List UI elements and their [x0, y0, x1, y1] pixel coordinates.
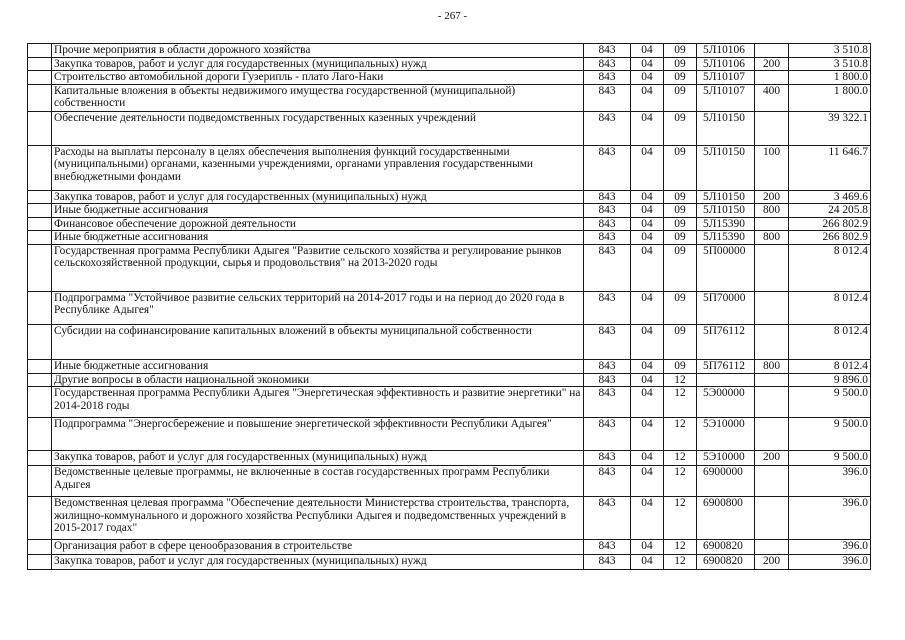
table-row [28, 204, 871, 218]
row-blank-cell [28, 84, 52, 111]
row-ministry-code: 843 [584, 466, 631, 497]
row-expense-kind: 200 [755, 451, 789, 466]
row-ministry-code: 843 [584, 497, 631, 540]
row-name: Государственная программа Республики Адыгея "Развитие сельского хозяйства и регулирование рынков сельскохозяйственной продукции, сырья и продовольствия" на 2013-2020 годы [52, 244, 584, 291]
row-sum: 8 012.4 [789, 291, 871, 324]
table-row [28, 497, 871, 540]
table-row [28, 217, 871, 231]
table-row [28, 244, 871, 291]
row-ministry-code: 843 [584, 231, 631, 245]
row-section: 04 [631, 145, 664, 190]
table-row [28, 373, 871, 387]
table-row [28, 44, 871, 58]
row-blank-cell [28, 497, 52, 540]
row-target-article: 6900800 [697, 497, 755, 540]
row-section: 04 [631, 451, 664, 466]
row-section: 04 [631, 373, 664, 387]
row-sum: 266 802.9 [789, 231, 871, 245]
row-blank-cell [28, 451, 52, 466]
row-target-article: 5Л10106 [697, 57, 755, 71]
row-sum: 396.0 [789, 555, 871, 570]
row-ministry-code: 843 [584, 244, 631, 291]
row-expense-kind [755, 291, 789, 324]
row-blank-cell [28, 359, 52, 373]
row-target-article: 5Э10000 [697, 418, 755, 451]
row-sum: 396.0 [789, 540, 871, 555]
row-target-article: 5Л10107 [697, 84, 755, 111]
row-section: 04 [631, 555, 664, 570]
row-expense-kind: 400 [755, 84, 789, 111]
table-row [28, 451, 871, 466]
row-subsection: 09 [664, 111, 697, 145]
row-subsection: 12 [664, 555, 697, 570]
row-ministry-code: 843 [584, 291, 631, 324]
row-subsection: 12 [664, 418, 697, 451]
row-name: Закупка товаров, работ и услуг для государственных (муниципальных) нужд [52, 555, 584, 570]
row-expense-kind [755, 418, 789, 451]
row-subsection: 12 [664, 466, 697, 497]
row-ministry-code: 843 [584, 44, 631, 58]
row-target-article: 6900820 [697, 555, 755, 570]
row-sum: 9 500.0 [789, 451, 871, 466]
row-name: Капитальные вложения в объекты недвижимого имущества государственной (муниципальной) собственности [52, 84, 584, 111]
row-target-article: 5П00000 [697, 244, 755, 291]
row-name: Организация работ в сфере ценообразования в строительстве [52, 540, 584, 555]
row-name: Подпрограмма "Устойчивое развитие сельских территорий на 2014-2017 годы и на период до 2020 года в Республике Адыгея" [52, 291, 584, 324]
row-target-article: 5Л10107 [697, 71, 755, 85]
row-name: Ведомственные целевые программы, не включенные в состав государственных программ Республики Адыгея [52, 466, 584, 497]
row-section: 04 [631, 291, 664, 324]
row-blank-cell [28, 57, 52, 71]
row-subsection: 09 [664, 190, 697, 204]
row-name: Ведомственная целевая программа "Обеспечение деятельности Министерства строительства, транспорта, жилищно-коммунального и дорожного хозяйства Республики Адыгея и подведомственных учреждений в 2015-2017 годах" [52, 497, 584, 540]
row-target-article: 5Л10150 [697, 190, 755, 204]
row-target-article: 5Л15390 [697, 217, 755, 231]
row-blank-cell [28, 190, 52, 204]
row-sum: 266 802.9 [789, 217, 871, 231]
row-sum: 24 205.8 [789, 204, 871, 218]
row-sum: 8 012.4 [789, 324, 871, 359]
row-target-article: 5Л10150 [697, 204, 755, 218]
row-name: Расходы на выплаты персоналу в целях обеспечения выполнения функций государственными (муниципальными) органами, казенными учреждениями, органами управления государственными внебюджетными фондами [52, 145, 584, 190]
row-expense-kind [755, 324, 789, 359]
row-subsection: 12 [664, 373, 697, 387]
row-name: Иные бюджетные ассигнования [52, 359, 584, 373]
row-name: Иные бюджетные ассигнования [52, 204, 584, 218]
row-name: Другие вопросы в области национальной экономики [52, 373, 584, 387]
row-ministry-code: 843 [584, 555, 631, 570]
row-blank-cell [28, 145, 52, 190]
row-blank-cell [28, 373, 52, 387]
row-expense-kind: 800 [755, 204, 789, 218]
table-row [28, 324, 871, 359]
row-expense-kind: 200 [755, 555, 789, 570]
row-blank-cell [28, 466, 52, 497]
row-section: 04 [631, 324, 664, 359]
row-expense-kind: 100 [755, 145, 789, 190]
row-ministry-code: 843 [584, 71, 631, 85]
row-ministry-code: 843 [584, 373, 631, 387]
row-name: Финансовое обеспечение дорожной деятельности [52, 217, 584, 231]
row-sum: 1 800.0 [789, 84, 871, 111]
row-name: Прочие мероприятия в области дорожного хозяйства [52, 44, 584, 58]
row-expense-kind [755, 387, 789, 418]
row-subsection: 09 [664, 84, 697, 111]
row-subsection: 09 [664, 217, 697, 231]
row-ministry-code: 843 [584, 57, 631, 71]
row-target-article: 5П76112 [697, 359, 755, 373]
row-target-article: 5Л10106 [697, 44, 755, 58]
row-ministry-code: 843 [584, 387, 631, 418]
row-name: Закупка товаров, работ и услуг для государственных (муниципальных) нужд [52, 451, 584, 466]
row-blank-cell [28, 44, 52, 58]
table-row [28, 466, 871, 497]
row-section: 04 [631, 497, 664, 540]
table-row [28, 57, 871, 71]
row-blank-cell [28, 231, 52, 245]
row-subsection: 09 [664, 204, 697, 218]
row-target-article: 6900820 [697, 540, 755, 555]
row-sum: 8 012.4 [789, 244, 871, 291]
row-section: 04 [631, 418, 664, 451]
row-subsection: 09 [664, 71, 697, 85]
row-section: 04 [631, 466, 664, 497]
row-expense-kind [755, 111, 789, 145]
table-row [28, 145, 871, 190]
row-expense-kind: 200 [755, 57, 789, 71]
row-sum: 396.0 [789, 466, 871, 497]
row-sum: 3 469.6 [789, 190, 871, 204]
row-subsection: 09 [664, 44, 697, 58]
row-section: 04 [631, 190, 664, 204]
row-name: Государственная программа Республики Адыгея "Энергетическая эффективность и развитие энергетики" на 2014-2018 годы [52, 387, 584, 418]
row-target-article: 5Л15390 [697, 231, 755, 245]
row-section: 04 [631, 84, 664, 111]
row-subsection: 09 [664, 324, 697, 359]
row-ministry-code: 843 [584, 418, 631, 451]
table-row [28, 387, 871, 418]
row-expense-kind [755, 244, 789, 291]
row-blank-cell [28, 418, 52, 451]
table-row [28, 84, 871, 111]
row-expense-kind: 800 [755, 359, 789, 373]
row-name: Иные бюджетные ассигнования [52, 231, 584, 245]
row-blank-cell [28, 291, 52, 324]
row-sum: 11 646.7 [789, 145, 871, 190]
table-row [28, 418, 871, 451]
row-blank-cell [28, 244, 52, 291]
row-section: 04 [631, 231, 664, 245]
row-subsection: 12 [664, 540, 697, 555]
row-ministry-code: 843 [584, 204, 631, 218]
table-row [28, 190, 871, 204]
table-row [28, 71, 871, 85]
row-sum: 39 322.1 [789, 111, 871, 145]
row-target-article [697, 373, 755, 387]
row-section: 04 [631, 57, 664, 71]
row-blank-cell [28, 555, 52, 570]
row-subsection: 09 [664, 359, 697, 373]
row-subsection: 12 [664, 451, 697, 466]
table-row [28, 359, 871, 373]
row-name: Субсидии на софинансирование капитальных вложений в объекты муниципальной собственности [52, 324, 584, 359]
row-ministry-code: 843 [584, 451, 631, 466]
row-section: 04 [631, 244, 664, 291]
row-blank-cell [28, 204, 52, 218]
row-blank-cell [28, 111, 52, 145]
table-row [28, 540, 871, 555]
row-sum: 3 510.8 [789, 44, 871, 58]
row-blank-cell [28, 217, 52, 231]
row-subsection: 09 [664, 291, 697, 324]
row-expense-kind: 200 [755, 190, 789, 204]
row-subsection: 09 [664, 231, 697, 245]
row-expense-kind [755, 497, 789, 540]
row-sum: 9 896.0 [789, 373, 871, 387]
row-blank-cell [28, 324, 52, 359]
row-sum: 1 800.0 [789, 71, 871, 85]
row-expense-kind [755, 540, 789, 555]
row-subsection: 09 [664, 145, 697, 190]
row-name: Закупка товаров, работ и услуг для государственных (муниципальных) нужд [52, 57, 584, 71]
row-section: 04 [631, 44, 664, 58]
row-section: 04 [631, 111, 664, 145]
row-target-article: 5П70000 [697, 291, 755, 324]
row-section: 04 [631, 540, 664, 555]
row-ministry-code: 843 [584, 324, 631, 359]
row-ministry-code: 843 [584, 84, 631, 111]
row-target-article: 5Э00000 [697, 387, 755, 418]
row-expense-kind [755, 71, 789, 85]
row-sum: 9 500.0 [789, 418, 871, 451]
row-expense-kind [755, 217, 789, 231]
row-expense-kind [755, 373, 789, 387]
row-sum: 396.0 [789, 497, 871, 540]
row-ministry-code: 843 [584, 217, 631, 231]
row-ministry-code: 843 [584, 145, 631, 190]
row-target-article: 6900000 [697, 466, 755, 497]
row-subsection: 12 [664, 497, 697, 540]
row-section: 04 [631, 359, 664, 373]
row-section: 04 [631, 204, 664, 218]
table-row [28, 111, 871, 145]
row-section: 04 [631, 387, 664, 418]
page-number: - 267 - [437, 10, 468, 22]
row-name: Строительство автомобильной дороги Гузерипль - плато Лаго-Наки [52, 71, 584, 85]
row-name: Подпрограмма "Энергосбережение и повышение энергетической эффективности Республики Адыгея" [52, 418, 584, 451]
row-sum: 3 510.8 [789, 57, 871, 71]
row-name: Закупка товаров, работ и услуг для государственных (муниципальных) нужд [52, 190, 584, 204]
row-target-article: 5Л10150 [697, 111, 755, 145]
row-blank-cell [28, 540, 52, 555]
budget-table [27, 43, 871, 570]
row-subsection: 12 [664, 387, 697, 418]
row-ministry-code: 843 [584, 540, 631, 555]
row-subsection: 09 [664, 244, 697, 291]
row-target-article: 5Л10150 [697, 145, 755, 190]
row-sum: 8 012.4 [789, 359, 871, 373]
row-sum: 9 500.0 [789, 387, 871, 418]
row-subsection: 09 [664, 57, 697, 71]
row-target-article: 5Э10000 [697, 451, 755, 466]
row-ministry-code: 843 [584, 111, 631, 145]
row-ministry-code: 843 [584, 359, 631, 373]
table-row [28, 231, 871, 245]
table-row [28, 555, 871, 570]
row-expense-kind: 800 [755, 231, 789, 245]
table-row [28, 291, 871, 324]
row-section: 04 [631, 71, 664, 85]
row-target-article: 5П76112 [697, 324, 755, 359]
row-ministry-code: 843 [584, 190, 631, 204]
row-blank-cell [28, 387, 52, 418]
row-expense-kind [755, 44, 789, 58]
row-blank-cell [28, 71, 52, 85]
table-body [28, 44, 871, 570]
row-section: 04 [631, 217, 664, 231]
row-name: Обеспечение деятельности подведомственных государственных казенных учреждений [52, 111, 584, 145]
row-expense-kind [755, 466, 789, 497]
